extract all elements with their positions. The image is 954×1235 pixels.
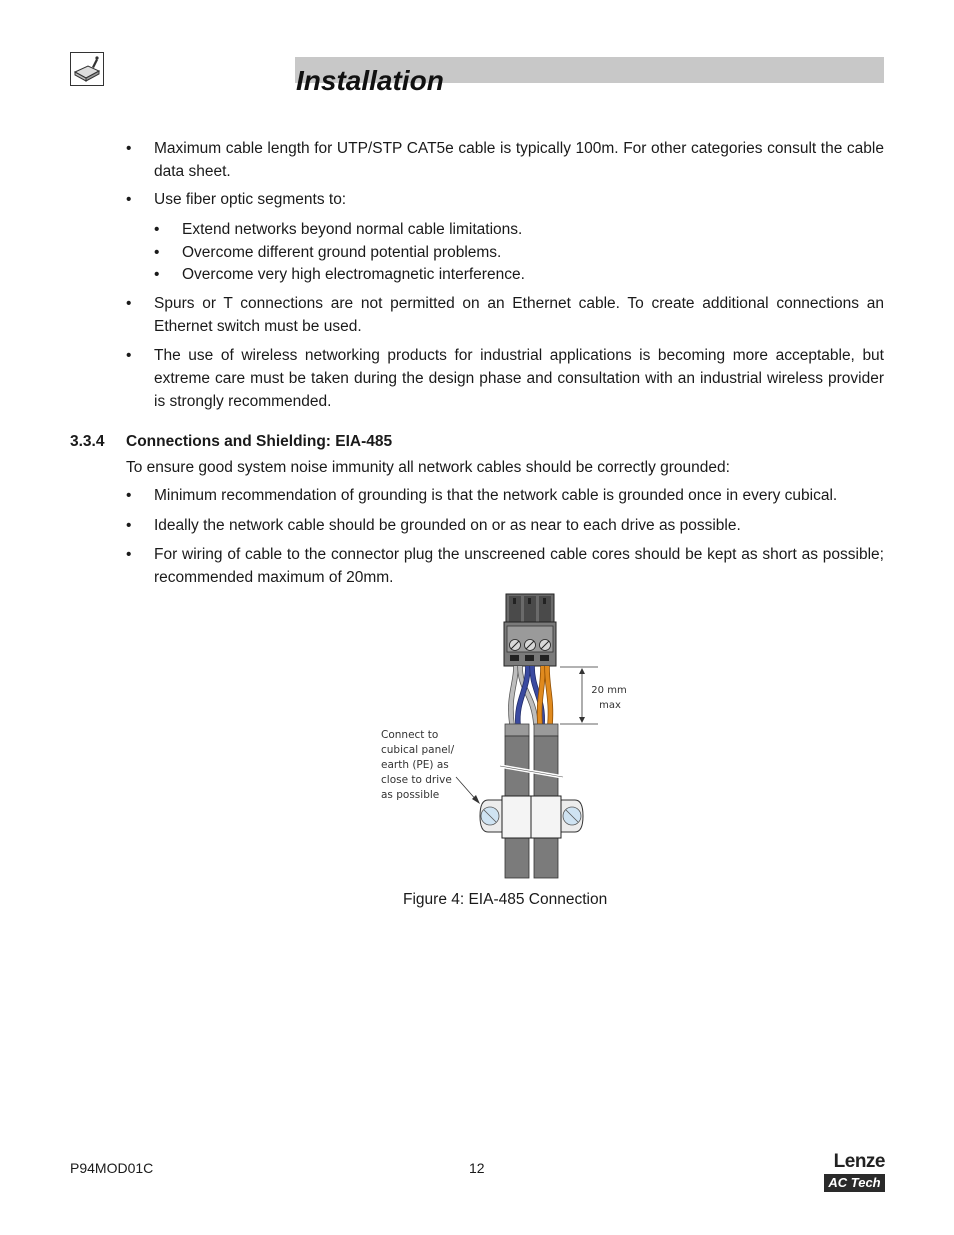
cable-cores (511, 666, 551, 725)
bullet-glyph: • (154, 266, 160, 283)
page-number: 12 (469, 1160, 485, 1176)
sub-list-item-text: Overcome different ground potential problems. (182, 244, 502, 261)
grounding-note-line: cubical panel/ (381, 744, 455, 756)
document-code: P94MOD01C (70, 1160, 154, 1176)
list-item-text: Maximum cable length for UTP/STP CAT5e cable is typically 100m. For other categories consult the cable data sheet. (154, 140, 884, 180)
lenze-actech-logo (823, 1152, 885, 1194)
eia485-connection-diagram (370, 590, 640, 880)
figure-caption: Figure 4: EIA-485 Connection (403, 891, 608, 908)
bullet-glyph: • (154, 221, 160, 238)
logo-brand-text: Lenze (833, 1151, 885, 1172)
bullet-glyph: • (154, 244, 160, 261)
list-item-text: Use fiber optic segments to: (154, 191, 347, 208)
list-item-text: Minimum recommendation of grounding is that the network cable is grounded once in every cubical. (154, 487, 838, 504)
list-item-text: For wiring of cable to the connector plug the unscreened cable cores should be kept as short as possible; recommended maximum of 20mm. (154, 546, 884, 586)
list-item-text: The use of wireless networking products for industrial applications is becoming more acceptable, but extreme care must be taken during the design phase and consultation with an industrial wireless provider is strongly recommended. (154, 347, 884, 410)
connector-plug (504, 594, 556, 666)
grounding-note-line: as possible (381, 789, 440, 801)
page-title: Installation (296, 65, 444, 96)
sub-list-item-text: Extend networks beyond normal cable limitations. (182, 221, 523, 238)
list-item-text: Ideally the network cable should be grounded on or as near to each drive as possible. (154, 517, 741, 534)
earth-clamp (480, 796, 583, 838)
note-arrow (456, 777, 480, 804)
logo-subbrand-text: AC Tech (824, 1174, 885, 1192)
grounding-note-line: Connect to (381, 729, 439, 741)
bullet-glyph: • (126, 295, 132, 312)
dimension-label: 20 mm (591, 685, 627, 696)
bullet-glyph: • (126, 347, 132, 364)
bullet-glyph: • (126, 546, 132, 563)
sub-list-item-text: Overcome very high electromagnetic interference. (182, 266, 525, 283)
section-intro: To ensure good system noise immunity all network cables should be correctly grounded: (126, 459, 730, 476)
installation-icon (70, 52, 104, 86)
bullet-glyph: • (126, 140, 132, 157)
section-title: Connections and Shielding: EIA-485 (126, 433, 393, 450)
list-item-text: Spurs or T connections are not permitted on an Ethernet cable. To create additional connections an Ethernet switch must be used. (154, 295, 884, 335)
grounding-note (381, 729, 458, 801)
grounding-note-line: earth (PE) as (381, 759, 449, 771)
grounding-note-line: close to drive (381, 774, 452, 786)
bullet-glyph: • (126, 517, 132, 534)
bullet-glyph: • (126, 191, 132, 208)
section-number: 3.3.4 (70, 433, 105, 450)
dimension-label-max: max (599, 700, 621, 711)
bullet-glyph: • (126, 487, 132, 504)
